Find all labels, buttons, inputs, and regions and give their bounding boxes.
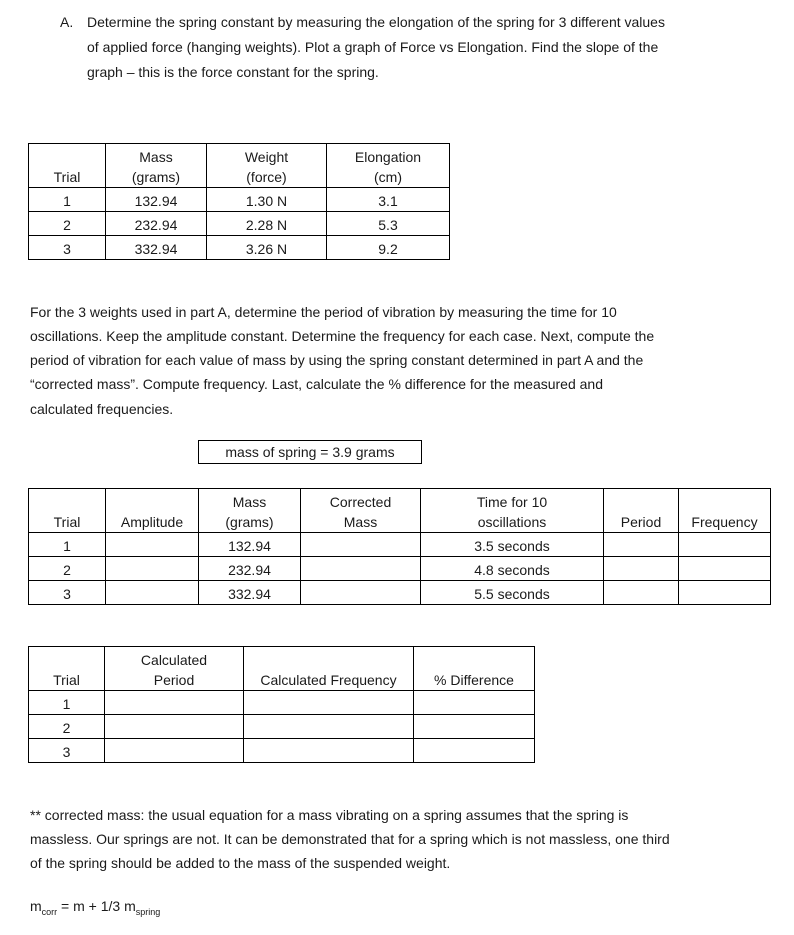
- part-a-line: of applied force (hanging weights). Plot a graph of Force vs Elongation. Find the slope of the: [87, 39, 659, 55]
- part-b-line: For the 3 weights used in part A, determine the period of vibration by measuring the time for 10: [30, 304, 617, 320]
- column-header: [106, 144, 207, 188]
- header-text: Trial: [53, 169, 81, 185]
- column-header: [199, 489, 301, 533]
- table-cell: [105, 715, 244, 739]
- table-cell: 5.3: [327, 212, 450, 236]
- header-text: (cm): [374, 169, 402, 185]
- table-cell: [105, 739, 244, 763]
- column-header: [29, 144, 106, 188]
- part-a-line: Determine the spring constant by measuring the elongation of the spring for 3 different values: [87, 14, 665, 30]
- table-cell: 3.5 seconds: [421, 533, 604, 557]
- table-cell: [604, 581, 679, 605]
- header-text: Amplitude: [120, 514, 184, 530]
- header-row: [29, 144, 450, 188]
- table-cell: 232.94: [199, 557, 301, 581]
- table-cell: 9.2: [327, 236, 450, 260]
- table-cell: 1: [29, 533, 106, 557]
- header-text: Mass: [343, 514, 378, 530]
- table-row: [29, 533, 771, 557]
- table-cell: 3.26 N: [207, 236, 327, 260]
- column-header: [421, 489, 604, 533]
- header-text: [31, 492, 103, 512]
- table-cell: [106, 533, 199, 557]
- footnote-line: massless. Our springs are not. It can be demonstrated that for a spring which is not massless, one third: [30, 831, 670, 847]
- column-header: [414, 647, 535, 691]
- header-text: Period: [153, 672, 195, 688]
- column-header: [301, 489, 421, 533]
- header-row: [29, 647, 535, 691]
- header-text: Elongation: [354, 149, 422, 165]
- column-header: [327, 144, 450, 188]
- header-text: [416, 650, 532, 670]
- corrected-mass-formula: [30, 894, 160, 924]
- footnote-line: of the spring should be added to the mass of the suspended weight.: [30, 855, 451, 871]
- table-row: [29, 691, 535, 715]
- table-cell: 5.5 seconds: [421, 581, 604, 605]
- header-text: (grams): [225, 514, 274, 530]
- table-cell: 4.8 seconds: [421, 557, 604, 581]
- header-text: Mass: [139, 149, 173, 165]
- part-a-line: graph – this is the force constant for the spring.: [87, 64, 379, 80]
- oscillation-table: [28, 488, 771, 605]
- table-cell: 132.94: [199, 533, 301, 557]
- table-cell: [679, 533, 771, 557]
- table-row: [29, 715, 535, 739]
- table-cell: 2: [29, 557, 106, 581]
- header-text: [246, 650, 411, 670]
- table-row: [29, 581, 771, 605]
- table-row: [29, 188, 450, 212]
- header-text: (force): [246, 169, 287, 185]
- part-b-line: “corrected mass”. Compute frequency. Last, calculate the % difference for the measured and: [30, 376, 603, 392]
- table-row: [29, 739, 535, 763]
- header-text: Weight: [244, 149, 289, 165]
- table-cell: 1: [29, 188, 106, 212]
- column-header: [105, 647, 244, 691]
- header-text: Calculated Frequency: [260, 672, 397, 688]
- header-text: oscillations: [477, 514, 547, 530]
- table-cell: 1: [29, 691, 105, 715]
- header-text: [31, 650, 102, 670]
- header-text: Trial: [53, 672, 80, 688]
- table-cell: [244, 691, 414, 715]
- column-header: [29, 489, 106, 533]
- table-cell: [604, 533, 679, 557]
- column-header: [106, 489, 199, 533]
- table-cell: 3.1: [327, 188, 450, 212]
- table-cell: 332.94: [106, 236, 207, 260]
- table-cell: [414, 715, 535, 739]
- header-text: (grams): [131, 169, 181, 185]
- column-header: [604, 489, 679, 533]
- header-text: Mass: [232, 494, 267, 510]
- part-b-line: period of vibration for each value of mass by using the spring constant determined in part A and the: [30, 352, 644, 368]
- part-b-line: oscillations. Keep the amplitude constant. Determine the frequency for each case. Next, compute the: [30, 328, 655, 344]
- header-row: [29, 489, 771, 533]
- part-b-line: calculated frequencies.: [30, 401, 174, 417]
- table-cell: 2: [29, 715, 105, 739]
- table-cell: 1.30 N: [207, 188, 327, 212]
- table-row: [29, 557, 771, 581]
- table-cell: [301, 581, 421, 605]
- table-cell: 132.94: [106, 188, 207, 212]
- spring-mass-box: mass of spring = 3.9 grams: [198, 440, 422, 464]
- table-cell: 2: [29, 212, 106, 236]
- table-cell: [244, 715, 414, 739]
- column-header: [207, 144, 327, 188]
- header-text: Calculated: [140, 652, 208, 668]
- header-text: [606, 492, 676, 512]
- table-cell: [301, 557, 421, 581]
- elongation-table: [28, 143, 450, 260]
- header-text: Trial: [53, 514, 81, 530]
- column-header: [679, 489, 771, 533]
- table-cell: [106, 581, 199, 605]
- header-text: [31, 147, 103, 167]
- table-cell: [604, 557, 679, 581]
- table-row: [29, 212, 450, 236]
- part-a-marker: A.: [60, 14, 74, 30]
- header-text: [108, 492, 196, 512]
- formula-m: m: [30, 898, 42, 914]
- table-cell: 3: [29, 581, 106, 605]
- formula-sub-spring: spring: [135, 906, 161, 917]
- formula-eq: = m + 1/3 m: [57, 898, 136, 914]
- table-cell: 332.94: [199, 581, 301, 605]
- header-text: Period: [620, 514, 662, 530]
- table-cell: [679, 581, 771, 605]
- calculated-table: [28, 646, 535, 763]
- table-cell: [105, 691, 244, 715]
- table-cell: 2.28 N: [207, 212, 327, 236]
- table-cell: [106, 557, 199, 581]
- table-cell: 3: [29, 236, 106, 260]
- table-cell: [244, 739, 414, 763]
- footnote-line: ** corrected mass: the usual equation for a mass vibrating on a spring assumes that the spring is: [30, 807, 629, 823]
- table-cell: [414, 691, 535, 715]
- header-text: Corrected: [329, 494, 392, 510]
- table-cell: [679, 557, 771, 581]
- formula-sub-corr: corr: [41, 906, 58, 917]
- header-text: [681, 492, 768, 512]
- column-header: [244, 647, 414, 691]
- header-text: Frequency: [691, 514, 758, 530]
- table-cell: 3: [29, 739, 105, 763]
- table-cell: 232.94: [106, 212, 207, 236]
- column-header: [29, 647, 105, 691]
- header-text: Time for 10: [476, 494, 548, 510]
- header-text: % Difference: [434, 672, 514, 688]
- table-cell: [301, 533, 421, 557]
- table-cell: [414, 739, 535, 763]
- table-row: [29, 236, 450, 260]
